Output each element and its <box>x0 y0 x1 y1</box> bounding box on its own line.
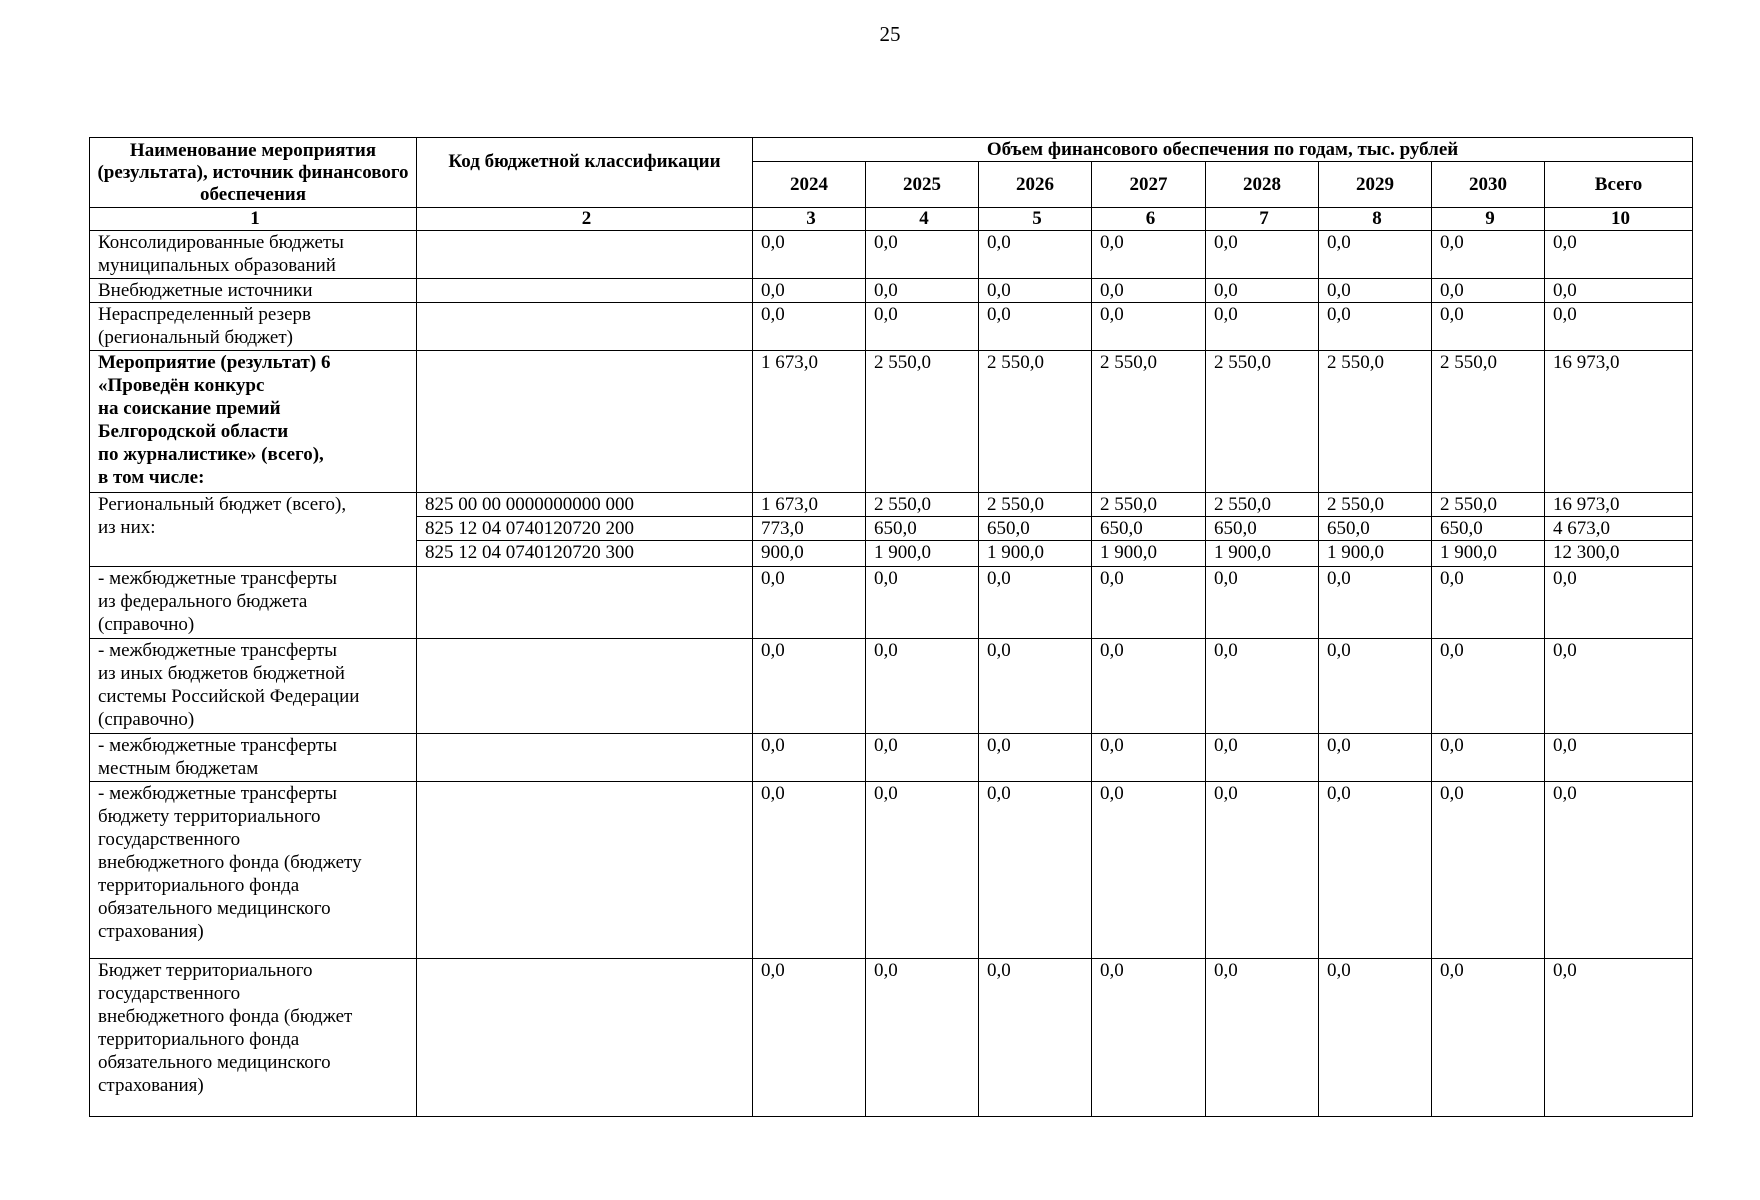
value-cell: 0,0 <box>753 959 866 1117</box>
value-cell: 0,0 <box>1092 231 1206 279</box>
table-row <box>90 959 1693 1117</box>
value-cell: 2 550,0 <box>979 351 1092 493</box>
header-year-2026: 2026 <box>979 162 1092 208</box>
value-cell: 2 550,0 <box>1319 493 1432 517</box>
value-cell: 0,0 <box>866 782 979 959</box>
value-cell: 0,0 <box>979 279 1092 303</box>
value-cell: 0,0 <box>979 959 1092 1117</box>
column-number: 10 <box>1545 208 1693 231</box>
column-number: 3 <box>753 208 866 231</box>
value-cell: 0,0 <box>1206 734 1319 782</box>
value-cell: 773,0 <box>753 517 866 541</box>
header-code-column: Код бюджетной классификации <box>417 138 753 208</box>
row-code <box>417 279 753 303</box>
value-cell: 0,0 <box>866 303 979 351</box>
value-cell: 1 673,0 <box>753 351 866 493</box>
value-cell: 0,0 <box>753 567 866 639</box>
value-cell: 1 900,0 <box>1206 541 1319 567</box>
table-row <box>90 351 1693 493</box>
value-cell: 0,0 <box>1319 959 1432 1117</box>
row-name: - межбюджетные трансферты из федерального бюджета (справочно) <box>90 567 417 639</box>
value-cell: 2 550,0 <box>979 493 1092 517</box>
value-cell: 0,0 <box>866 567 979 639</box>
header-total: Всего <box>1545 162 1693 208</box>
column-number: 7 <box>1206 208 1319 231</box>
row-name: Внебюджетные источники <box>90 279 417 303</box>
value-cell: 2 550,0 <box>1432 493 1545 517</box>
value-cell: 0,0 <box>753 279 866 303</box>
value-cell: 0,0 <box>1206 782 1319 959</box>
value-cell: 0,0 <box>1206 231 1319 279</box>
value-cell: 0,0 <box>1206 959 1319 1117</box>
page-number: 25 <box>879 22 901 46</box>
row-code <box>417 567 753 639</box>
row-code <box>417 782 753 959</box>
value-cell: 0,0 <box>866 734 979 782</box>
value-cell: 2 550,0 <box>1432 351 1545 493</box>
financing-table <box>89 137 1693 1117</box>
value-cell: 650,0 <box>979 517 1092 541</box>
value-cell: 650,0 <box>1319 517 1432 541</box>
value-cell: 2 550,0 <box>1092 493 1206 517</box>
value-cell: 2 550,0 <box>866 493 979 517</box>
column-numbers-row <box>90 208 1693 231</box>
value-cell: 4 673,0 <box>1545 517 1693 541</box>
row-code <box>417 959 753 1117</box>
row-code <box>417 303 753 351</box>
value-cell: 0,0 <box>1092 567 1206 639</box>
header-year-2027: 2027 <box>1092 162 1206 208</box>
value-cell: 16 973,0 <box>1545 351 1693 493</box>
value-cell: 0,0 <box>1432 639 1545 734</box>
row-name: Мероприятие (результат) 6 «Проведён конкурс на соискание премий Белгородской области по журналистике» (всего), в том числе: <box>90 351 417 493</box>
value-cell: 900,0 <box>753 541 866 567</box>
value-cell: 1 900,0 <box>1092 541 1206 567</box>
value-cell: 0,0 <box>1432 231 1545 279</box>
table-row <box>90 279 1693 303</box>
value-cell: 0,0 <box>753 231 866 279</box>
value-cell: 0,0 <box>1432 734 1545 782</box>
value-cell: 0,0 <box>866 959 979 1117</box>
value-cell: 0,0 <box>753 782 866 959</box>
value-cell: 0,0 <box>1319 782 1432 959</box>
value-cell: 0,0 <box>979 734 1092 782</box>
value-cell: 0,0 <box>1092 782 1206 959</box>
table-row <box>90 567 1693 639</box>
value-cell: 0,0 <box>979 639 1092 734</box>
row-code <box>417 734 753 782</box>
row-name: - межбюджетные трансферты местным бюджетам <box>90 734 417 782</box>
value-cell: 0,0 <box>1206 303 1319 351</box>
header-year-2030: 2030 <box>1432 162 1545 208</box>
value-cell: 650,0 <box>1432 517 1545 541</box>
value-cell: 0,0 <box>1319 639 1432 734</box>
value-cell: 2 550,0 <box>1206 351 1319 493</box>
row-name: Региональный бюджет (всего), из них: <box>90 493 417 567</box>
value-cell: 650,0 <box>1092 517 1206 541</box>
value-cell: 0,0 <box>1092 959 1206 1117</box>
value-cell: 0,0 <box>1545 303 1693 351</box>
value-cell: 0,0 <box>1545 231 1693 279</box>
value-cell: 0,0 <box>1545 567 1693 639</box>
column-number: 2 <box>417 208 753 231</box>
value-cell: 0,0 <box>1206 639 1319 734</box>
value-cell: 0,0 <box>1319 567 1432 639</box>
value-cell: 2 550,0 <box>1319 351 1432 493</box>
value-cell: 1 900,0 <box>979 541 1092 567</box>
header-year-2024: 2024 <box>753 162 866 208</box>
value-cell: 1 900,0 <box>1432 541 1545 567</box>
value-cell: 0,0 <box>1206 567 1319 639</box>
value-cell: 0,0 <box>1319 734 1432 782</box>
value-cell: 0,0 <box>1319 279 1432 303</box>
row-code: 825 00 00 0000000000 000 <box>417 493 753 517</box>
value-cell: 0,0 <box>1432 279 1545 303</box>
column-number: 5 <box>979 208 1092 231</box>
value-cell: 0,0 <box>753 734 866 782</box>
value-cell: 1 673,0 <box>753 493 866 517</box>
value-cell: 0,0 <box>1319 231 1432 279</box>
row-name: Консолидированные бюджеты муниципальных образований <box>90 231 417 279</box>
header-financing-group: Объем финансового обеспечения по годам, тыс. рублей <box>753 138 1693 162</box>
header-year-2025: 2025 <box>866 162 979 208</box>
value-cell: 0,0 <box>979 231 1092 279</box>
value-cell: 0,0 <box>1092 303 1206 351</box>
row-code <box>417 351 753 493</box>
row-name: - межбюджетные трансферты бюджету территориального государственного внебюджетного фонда (бюджету территориального фонда обязательного медицинского страхования) <box>90 782 417 959</box>
value-cell: 16 973,0 <box>1545 493 1693 517</box>
value-cell: 0,0 <box>1092 734 1206 782</box>
value-cell: 0,0 <box>979 567 1092 639</box>
value-cell: 0,0 <box>979 782 1092 959</box>
row-name: - межбюджетные трансферты из иных бюджетов бюджетной системы Российской Федерации (справочно) <box>90 639 417 734</box>
value-cell: 2 550,0 <box>1092 351 1206 493</box>
value-cell: 0,0 <box>866 231 979 279</box>
row-code: 825 12 04 0740120720 300 <box>417 541 753 567</box>
table-row <box>90 303 1693 351</box>
value-cell: 0,0 <box>1432 959 1545 1117</box>
row-code: 825 12 04 0740120720 200 <box>417 517 753 541</box>
value-cell: 0,0 <box>1545 959 1693 1117</box>
value-cell: 0,0 <box>866 639 979 734</box>
table-row <box>90 493 1693 517</box>
value-cell: 0,0 <box>1092 279 1206 303</box>
value-cell: 0,0 <box>1092 639 1206 734</box>
value-cell: 0,0 <box>1545 639 1693 734</box>
value-cell: 0,0 <box>753 639 866 734</box>
value-cell: 0,0 <box>866 279 979 303</box>
row-name: Нераспределенный резерв (региональный бюджет) <box>90 303 417 351</box>
header-name-column: Наименование мероприятия (результата), источник финансового обеспечения <box>90 138 417 208</box>
value-cell: 0,0 <box>1545 734 1693 782</box>
column-number: 8 <box>1319 208 1432 231</box>
column-number: 4 <box>866 208 979 231</box>
value-cell: 0,0 <box>1545 279 1693 303</box>
table-row <box>90 782 1693 959</box>
value-cell: 650,0 <box>866 517 979 541</box>
value-cell: 0,0 <box>1432 782 1545 959</box>
value-cell: 12 300,0 <box>1545 541 1693 567</box>
value-cell: 2 550,0 <box>1206 493 1319 517</box>
value-cell: 0,0 <box>979 303 1092 351</box>
column-number: 6 <box>1092 208 1206 231</box>
column-number: 1 <box>90 208 417 231</box>
row-code <box>417 231 753 279</box>
value-cell: 0,0 <box>1319 303 1432 351</box>
value-cell: 0,0 <box>1206 279 1319 303</box>
table-row <box>90 639 1693 734</box>
column-number: 9 <box>1432 208 1545 231</box>
value-cell: 2 550,0 <box>866 351 979 493</box>
table-row <box>90 734 1693 782</box>
header-year-2028: 2028 <box>1206 162 1319 208</box>
value-cell: 0,0 <box>1432 303 1545 351</box>
header-year-2029: 2029 <box>1319 162 1432 208</box>
value-cell: 1 900,0 <box>1319 541 1432 567</box>
table-row <box>90 231 1693 279</box>
row-name: Бюджет территориального государственного внебюджетного фонда (бюджет территориального фонда обязательного медицинского страхования) <box>90 959 417 1117</box>
value-cell: 1 900,0 <box>866 541 979 567</box>
value-cell: 650,0 <box>1206 517 1319 541</box>
row-code <box>417 639 753 734</box>
value-cell: 0,0 <box>1432 567 1545 639</box>
value-cell: 0,0 <box>753 303 866 351</box>
value-cell: 0,0 <box>1545 782 1693 959</box>
